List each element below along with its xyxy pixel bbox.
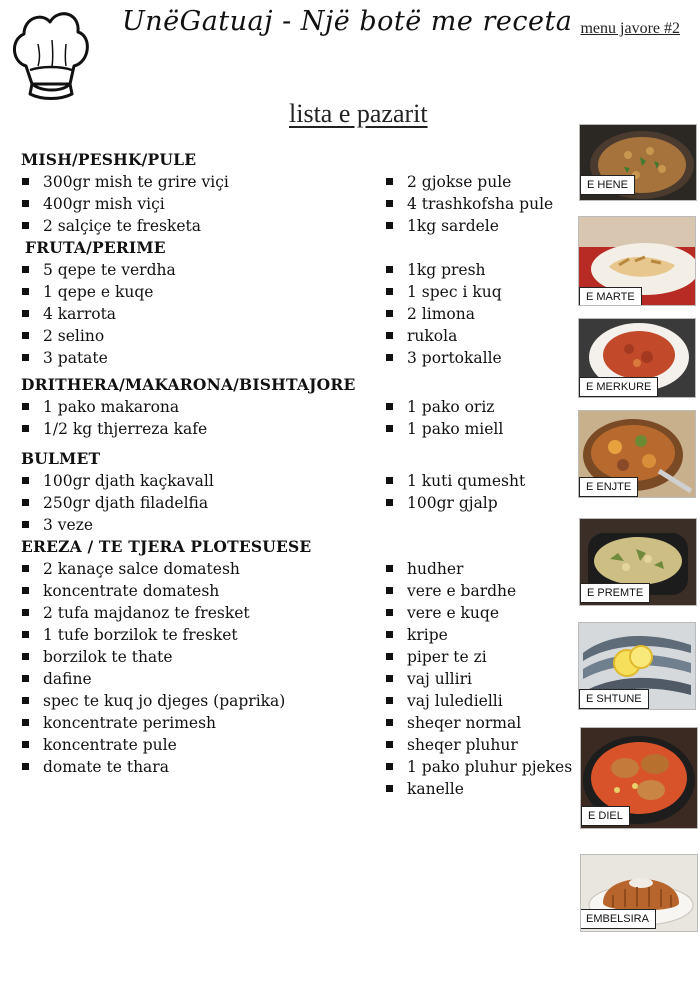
dessert-label: EMBELSIRA (580, 909, 656, 929)
section-heading: BULMET (21, 449, 101, 468)
bullet-icon (386, 763, 393, 770)
bullet-icon (386, 354, 393, 361)
bullet-icon (22, 477, 29, 484)
bullet-icon (22, 266, 29, 273)
day-label: E SHTUNE (579, 689, 649, 709)
bullet-icon (22, 178, 29, 185)
bullet-icon (386, 785, 393, 792)
bullet-icon (22, 565, 29, 572)
day-thumbnail-tuesday[interactable] (578, 216, 696, 306)
day-thumbnail-sunday[interactable] (580, 727, 698, 829)
bullet-icon (386, 719, 393, 726)
bullet-icon (386, 675, 393, 682)
day-label: E DIEL (581, 806, 630, 826)
bullet-icon (386, 477, 393, 484)
bullet-icon (22, 653, 29, 660)
chef-hat-logo-icon (8, 4, 92, 100)
bullet-icon (22, 403, 29, 410)
menu-number-link[interactable]: menu javore #2 (580, 20, 680, 37)
bullet-icon (22, 425, 29, 432)
bullet-icon (386, 178, 393, 185)
section-heading: MISH/PESHK/PULE (21, 150, 197, 169)
day-label: E MERKURE (579, 377, 658, 397)
bullet-icon (386, 653, 393, 660)
bullet-icon (22, 354, 29, 361)
bullet-icon (22, 697, 29, 704)
day-label: E ENJTE (579, 477, 638, 497)
bullet-icon (386, 631, 393, 638)
bullet-icon (386, 565, 393, 572)
bullet-icon (386, 403, 393, 410)
bullet-icon (386, 200, 393, 207)
day-thumbnail-saturday[interactable] (578, 622, 696, 710)
dessert-thumbnail[interactable] (580, 854, 698, 932)
day-thumbnail-thursday[interactable] (578, 410, 696, 498)
bullet-icon (22, 222, 29, 229)
bullet-icon (22, 587, 29, 594)
day-thumbnail-monday[interactable] (579, 124, 697, 201)
bullet-icon (22, 288, 29, 295)
bullet-icon (22, 675, 29, 682)
bullet-icon (22, 521, 29, 528)
bullet-icon (22, 200, 29, 207)
bullet-icon (386, 266, 393, 273)
bullet-icon (386, 741, 393, 748)
day-thumbnail-wednesday[interactable] (578, 318, 696, 398)
bullet-icon (22, 310, 29, 317)
section-heading: EREZA / TE TJERA PLOTESUESE (21, 537, 312, 556)
bullet-icon (22, 499, 29, 506)
bullet-icon (386, 222, 393, 229)
page-title: lista e pazarit (289, 99, 428, 128)
bullet-icon (386, 587, 393, 594)
bullet-icon (386, 332, 393, 339)
day-thumbnail-friday[interactable] (579, 518, 697, 606)
bullet-icon (386, 288, 393, 295)
bullet-icon (22, 631, 29, 638)
day-label: E PREMTE (580, 583, 650, 603)
bullet-icon (22, 332, 29, 339)
bullet-icon (386, 310, 393, 317)
bullet-icon (386, 499, 393, 506)
bullet-icon (386, 609, 393, 616)
bullet-icon (22, 741, 29, 748)
bullet-icon (22, 763, 29, 770)
bullet-icon (22, 719, 29, 726)
bullet-icon (386, 425, 393, 432)
day-label: E MARTE (579, 287, 642, 306)
section-heading: FRUTA/PERIME (25, 238, 166, 257)
bullet-icon (22, 609, 29, 616)
day-label: E HENE (580, 175, 635, 195)
section-heading: DRITHERA/MAKARONA/BISHTAJORE (21, 375, 356, 394)
bullet-icon (386, 697, 393, 704)
site-title: UnëGatuaj - Një botë me receta (122, 6, 573, 37)
